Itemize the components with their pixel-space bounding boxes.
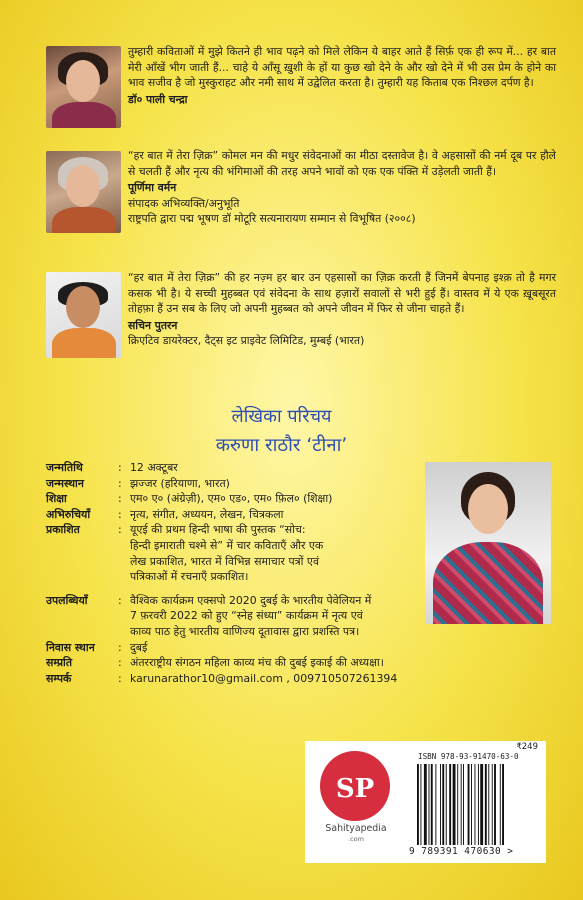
detail-value: दुबई xyxy=(130,640,148,654)
barcode-icon xyxy=(417,764,537,845)
price-label: ₹249 xyxy=(516,742,538,752)
review-1 xyxy=(46,44,556,139)
reviewer-name: डॉ० पाली चन्द्रा xyxy=(128,92,188,106)
publisher-barcode-box xyxy=(305,741,546,863)
reviewer-name: सचिन पुतरन xyxy=(128,318,178,332)
detail-row: जन्मस्थान : झज्जर (हरियाणा, भारत) xyxy=(46,476,446,492)
author-intro-heading xyxy=(0,404,583,457)
detail-label: प्रकाशित xyxy=(46,523,80,537)
review-text: “हर बात में तेरा ज़िक्र” की हर नज़्म हर बार उन एहसासों का ज़िक्र करती हैं जिनमें बेपनाह इश्क़ तो है मगर कसक भी है। ये सच्ची मुहब्बत एवं संवेदना के साथ हज़ारों सवालों से भरी हुई हैं। वास्तव में ये एक ख़ूबसूरत तोहफ़ा हैं उन सब के लिए जो अपनी मुहब्बत को अपने जीवन में फिर से जीना चाहते हैं। xyxy=(128,271,556,316)
detail-row: जन्मतिथि : 12 अक्टूबर xyxy=(46,460,446,476)
detail-row: सम्प्रति : अंतरराष्ट्रीय संगठन महिला काव्य मंच की दुबई इकाई की अध्यक्षा। xyxy=(46,655,546,671)
reviewer-photo-3 xyxy=(46,272,121,358)
detail-row: अभिरुचियाँ : नृत्य, संगीत, अध्ययन, लेखन, चित्रकला xyxy=(46,507,446,523)
detail-value: यूएई की प्रथम हिन्दी भाषा की पुस्तक “सोच: हिन्दी इमाराती चश्मे से” में चार कविताएँ और एक लेख प्रकाशित, भारत में विभिन्न समाचार पत्रों एवं पत्रिकाओं में रचनाएँ प्रकाशित। xyxy=(130,523,324,584)
detail-label: शिक्षा xyxy=(46,492,67,506)
detail-value: झज्जर (हरियाणा, भारत) xyxy=(130,476,230,490)
review-3 xyxy=(46,270,556,370)
logo-lettering: SP xyxy=(335,774,375,804)
detail-value: 12 अक्टूबर xyxy=(130,461,178,474)
detail-label: निवास स्थान xyxy=(46,640,95,654)
publisher-logo-icon xyxy=(320,751,390,821)
reviewer-photo-1 xyxy=(46,46,121,128)
reviewer-role: राष्ट्रपति द्वारा पद्म भूषण डॉ मोटूरि सत्यनारायण सम्मान से विभूषित (२००८) xyxy=(128,211,416,225)
detail-label: जन्मस्थान xyxy=(46,476,84,490)
detail-value: वैश्विक कार्यक्रम एक्सपो 2020 दुबई के भारतीय पेवेलियन में 7 फ़रवरी 2022 को हुए “स्नेह संध्या” कार्यक्रम में नृत्य एवं काव्य पाठ हेतु भारतीय वाणिज्य दूतावास द्वारा प्रशस्ति पत्र। xyxy=(130,593,372,638)
barcode-number: 9 789391 470630 > xyxy=(409,846,514,857)
detail-label: सम्पर्क xyxy=(46,671,72,685)
detail-value: karunarathor10@gmail.com , 009710507261394 xyxy=(130,671,398,685)
publisher-domain: .com xyxy=(348,835,364,843)
detail-label: उपलब्धियाँ xyxy=(46,593,88,607)
detail-value: एम० ए० (अंग्रेज़ी), एम० एड०, एम० फ़िल० (शिक्षा) xyxy=(130,492,333,506)
detail-row: शिक्षा : एम० ए० (अंग्रेज़ी), एम० एड०, एम० फ़िल० (शिक्षा) xyxy=(46,491,446,507)
review-text: “हर बात में तेरा ज़िक्र” कोमल मन की मधुर संवेदनाओं का मीठा दस्तावेज है। वे अहसासों की नर्म दूब पर हौले से चलती हैं और नृत्य की भंगिमाओं की तरह अपने भावों को एक एक पंक्ति में उड़ेलती जाती हैं। xyxy=(128,149,556,178)
reviewer-role: क्रिएटिव डायरेक्टर, दैट्स इट प्राइवेट लिमिटिड, मुम्बई (भारत) xyxy=(128,334,365,348)
detail-label: सम्प्रति xyxy=(46,656,73,670)
author-photo xyxy=(425,462,551,624)
review-text: तुम्हारी कविताओं में मुझे कितने ही भाव पढ़ने को मिले लेकिन ये बाहर आते हैं सिर्फ़ एक ही रूप में... हर बात मेरी आँखें भीग जाती हैं... चाहे ये आँसू ख़ुशी के हों या कुछ खो देने के और खो देने में भी उस प्रेम के होने का भाव सजीव है जो मुस्कुराहट और नमी साथ में उद्वेलित करता है। तुम्हारी यह किताब एक निश्छल दर्पण है। xyxy=(128,45,556,90)
author-details xyxy=(46,460,446,686)
detail-row: निवास स्थान : दुबई xyxy=(46,640,446,656)
section-title: लेखिका परिचय xyxy=(231,406,332,427)
detail-row: सम्पर्क : karunarathor10@gmail.com , 009710507261394 xyxy=(46,671,546,687)
detail-label: अभिरुचियाँ xyxy=(46,507,91,521)
detail-row: उपलब्धियाँ : वैश्विक कार्यक्रम एक्सपो 2020 दुबई के भारतीय पेवेलियन में 7 फ़रवरी 2022 को हुए “स्नेह संध्या” कार्यक्रम में नृत्य एवं काव्य पाठ हेतु भारतीय वाणिज्य दूतावास द्वारा प्रशस्ति पत्र। xyxy=(46,593,376,640)
reviewer-role: संपादक अभिव्यक्ति/अनुभूति xyxy=(128,196,240,210)
detail-value: नृत्य, संगीत, अध्ययन, लेखन, चित्रकला xyxy=(130,507,284,521)
review-2 xyxy=(46,148,556,248)
author-name: करुणा राठौर ‘टीना’ xyxy=(215,435,348,456)
detail-label: जन्मतिथि xyxy=(46,461,83,474)
detail-value: अंतरराष्ट्रीय संगठन महिला काव्य मंच की दुबई इकाई की अध्यक्षा। xyxy=(130,656,384,670)
detail-row: प्रकाशित : यूएई की प्रथम हिन्दी भाषा की पुस्तक “सोच: हिन्दी इमाराती चश्मे से” में चार कविताएँ और एक लेख प्रकाशित, भारत में विभिन्न समाचार पत्रों एवं पत्रिकाओं में रचनाएँ प्रकाशित। xyxy=(46,522,328,584)
publisher-name: Sahityapedia xyxy=(325,823,387,834)
reviewer-photo-2 xyxy=(46,151,121,233)
reviewer-name: पूर्णिमा वर्मन xyxy=(128,181,177,195)
isbn-label: ISBN 978-93-91470-63-0 xyxy=(418,752,519,761)
